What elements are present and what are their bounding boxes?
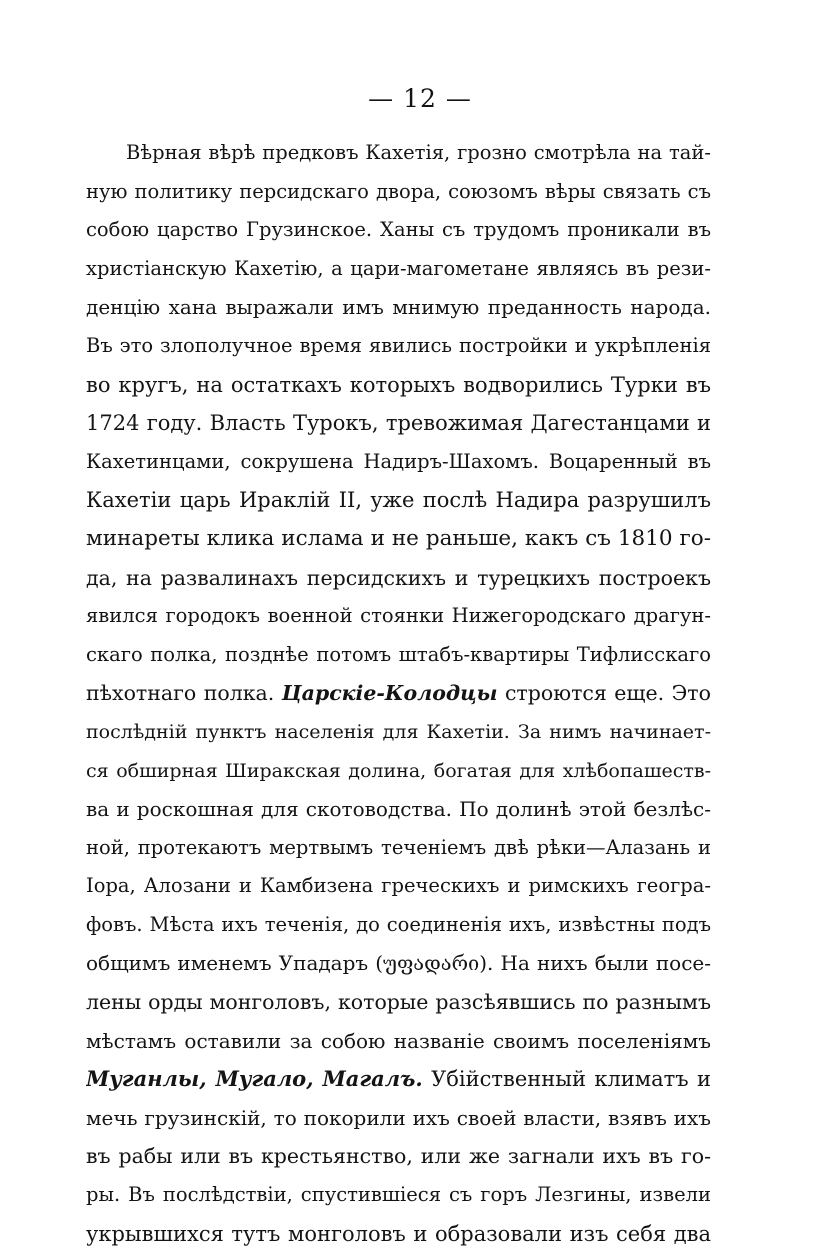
text-line: фовъ. Мѣста ихъ теченія, до соединенія ихъ, извѣстны подъ [86, 912, 711, 936]
text-line: денцію хана выражали имъ мнимую преданность народа. [86, 295, 711, 320]
text-line: собою царство Грузинское. Ханы съ трудомъ проникали въ [86, 218, 711, 242]
text-line: Кахетіи царь Ираклій II, уже послѣ Надира разрушилъ [86, 488, 711, 513]
text-run: Убійственный климатъ и [422, 1067, 711, 1092]
page-number: — 12 — [368, 84, 472, 113]
body-text [86, 134, 711, 1253]
text-line: Іора, Алозани и Камбизена греческихъ и римскихъ геогра- [86, 874, 711, 898]
text-line: ва и роскошная для скотоводства. По долинѣ этой безлѣс- [86, 797, 711, 822]
italic-place-names: Муганлы, Мугало, Магалъ. [86, 1066, 423, 1092]
text-line [86, 1060, 711, 1099]
text-run: пѣхотнаго полка. [86, 681, 282, 706]
text-line: Вѣрная вѣрѣ предковъ Кахетія, грозно смотрѣла на тай- [126, 141, 711, 164]
text-line: ры. Въ послѣдствіи, спустившіеся съ горъ Лезгины, извели [86, 1183, 711, 1207]
text-line: да, на развалинахъ персидскихъ и турецкихъ построекъ [86, 565, 711, 590]
text-line: минареты клика ислама и не раньше, какъ съ 1810 го- [86, 525, 711, 551]
text-line: общимъ именемъ Упадаръ (უფადარი). На нихъ были посе- [86, 951, 711, 976]
text-line: лены орды монголовъ, которые разсѣявшись по разнымъ [86, 990, 711, 1015]
text-line: послѣдній пунктъ населенія для Кахетіи. За нимъ начинает- [86, 720, 711, 743]
text-line: явился городокъ военной стоянки Нижегородскаго драгун- [86, 604, 711, 628]
text-line: скаго полка, позднѣе потомъ штабъ-квартиры Тифлисскаго [86, 642, 711, 666]
text-line [86, 674, 711, 713]
text-line: христіанскую Кахетію, а цари-магометане являясь въ рези- [86, 256, 711, 280]
text-line: Кахетинцами, сокрушена Надиръ-Шахомъ. Воцаренный въ [86, 449, 711, 473]
text-line: во кругъ, на остаткахъ которыхъ водворились Турки въ [86, 372, 711, 397]
text-line: мѣстамъ оставили за собою названіе своимъ поселеніямъ [86, 1028, 711, 1053]
text-line: ся обширная Ширакская долина, богатая для хлѣбопашеств- [86, 759, 711, 782]
text-line: укрывшихся тутъ монголовъ и образовали изъ себя два [86, 1221, 711, 1246]
text-line: мечь грузинскій, то покорили ихъ своей власти, взявъ ихъ [86, 1105, 711, 1130]
text-line: ную политику персидскаго двора, союзомъ вѣры связать съ [86, 179, 711, 203]
text-run: строются еще. Это [497, 681, 711, 706]
text-line: въ рабы или въ крестьянство, или же загнали ихъ въ го- [86, 1144, 711, 1169]
text-line: ной, протекаютъ мертвымъ теченіемъ двѣ рѣки—Алазань и [86, 835, 711, 859]
text-line: Въ это злополучное время явились постройки и укрѣпленія [86, 333, 711, 357]
text-line: 1724 году. Власть Турокъ, тревожимая Дагестанцами и [86, 411, 711, 436]
italic-place-name: Царскіе-Колодцы [281, 681, 498, 706]
